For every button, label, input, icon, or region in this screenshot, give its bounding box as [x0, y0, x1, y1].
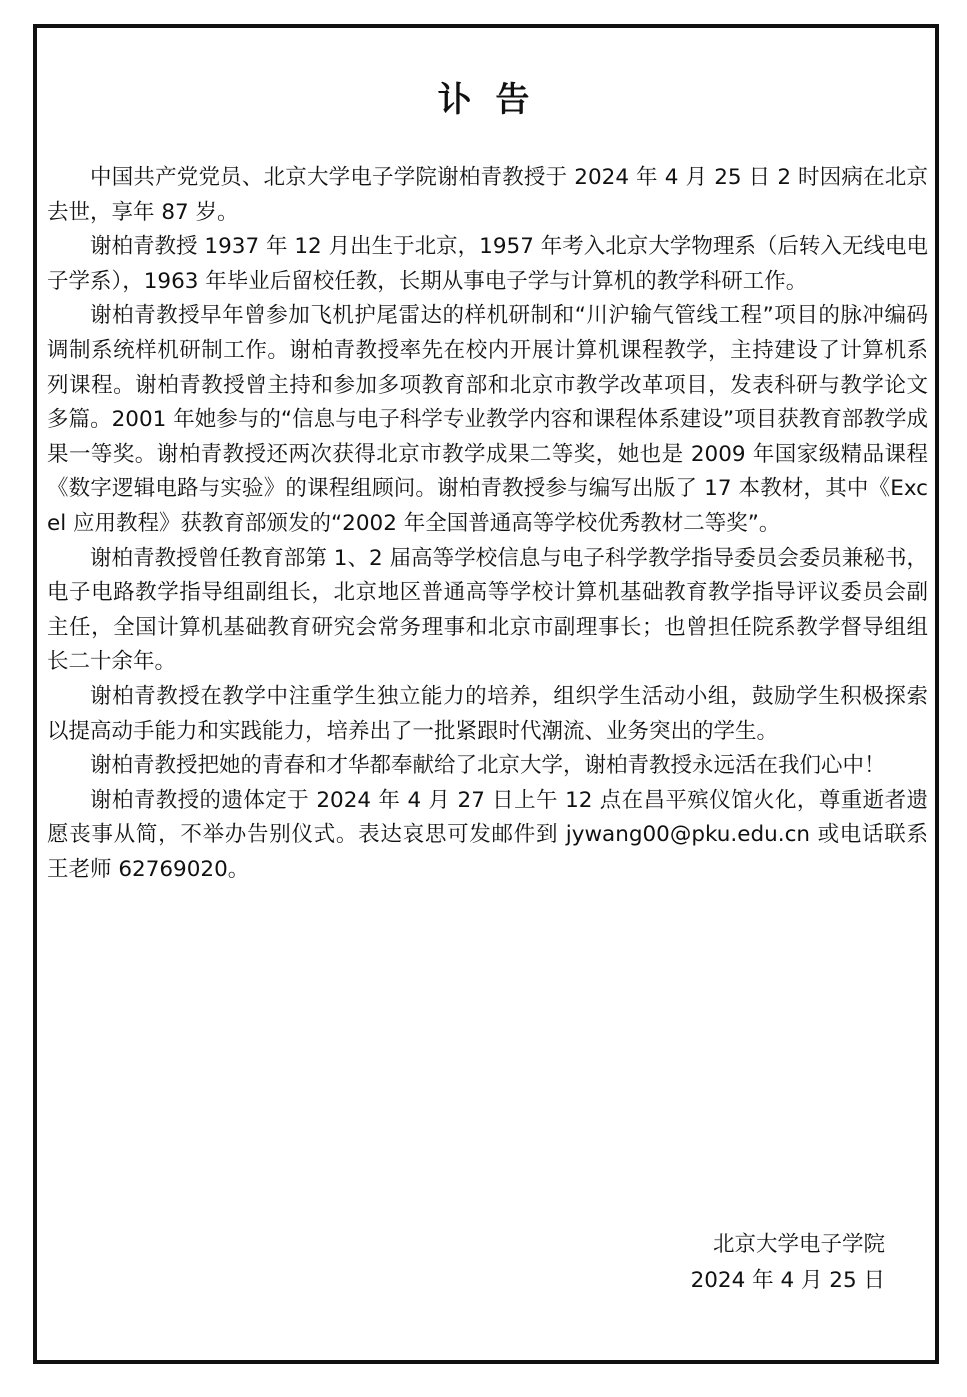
paragraph-tribute: 谢柏青教授把她的青春和才华都奉献给了北京大学，谢柏青教授永远活在我们心中！	[90, 753, 886, 779]
paragraph-teaching: 谢柏青教授在教学中注重学生独立能力的培养，组织学生活动小组，鼓励学生积极探索以提高动手能力和实践能力，培养出了一批紧跟时代潮流、业务突出的学生。	[47, 683, 928, 744]
paragraph-death-announcement: 中国共产党党员、北京大学电子学院谢柏青教授于 2024 年 4 月 25 日 2 时因病在北京去世，享年 87 岁。	[47, 165, 928, 225]
notice-title: 讣 告	[437, 80, 530, 120]
paragraph-achievements: 谢柏青教授早年曾参加飞机护尾雷达的样机研制和“川沪输气管线工程”项目的脉冲编码调制系统样机研制工作。谢柏青教授率先在校内开展计算机课程教学，主持建设了计算机系列课程。谢柏青教授曾主持和参加多项教育部和北京市教学改革项目，发表科研与教学论文多篇。2001 年她参与的“信息与电子科学专业教学内容和课程体系建设”项目获教育部教学成果一等奖。谢柏青教授还两次获得北京市教学成果二等奖，她也是 2009 年国家级精品课程《数字逻辑电路与实验》的课程组顾问。谢柏青教授参与编写出版了 17 本教材，其中《Excel 应用教程》获教育部颁发的“2002 年全国普通高等学校优秀教材二等奖”。	[47, 303, 929, 536]
signature-block	[691, 1227, 885, 1299]
signature-organization: 北京大学电子学院	[712, 1232, 885, 1257]
notice-body	[47, 161, 928, 887]
paragraph-biography: 谢柏青教授 1937 年 12 月出生于北京，1957 年考入北京大学物理系（后转入无线电电子学系），1963 年毕业后留校任教，长期从事电子学与计算机的教学科研工作。	[47, 234, 928, 294]
signature-date: 2024 年 4 月 25 日	[690, 1268, 885, 1293]
paragraph-funeral-arrangements: 谢柏青教授的遗体定于 2024 年 4 月 27 日上午 12 点在昌平殡仪馆火化，尊重逝者遗愿丧事从简，不举办告别仪式。表达哀思可发邮件到 jywang00@pku.edu.cn 或电话联系王老师 62769020。	[47, 787, 928, 882]
paragraph-positions: 谢柏青教授曾任教育部第 1、2 届高等学校信息与电子科学教学指导委员会委员兼秘书，电子电路教学指导组副组长，北京地区普通高等学校计算机基础教育教学指导评议委员会副主任，全国计算机基础教育研究会常务理事和北京市副理事长；也曾担任院系教学督导组组长二十余年。	[47, 545, 928, 675]
